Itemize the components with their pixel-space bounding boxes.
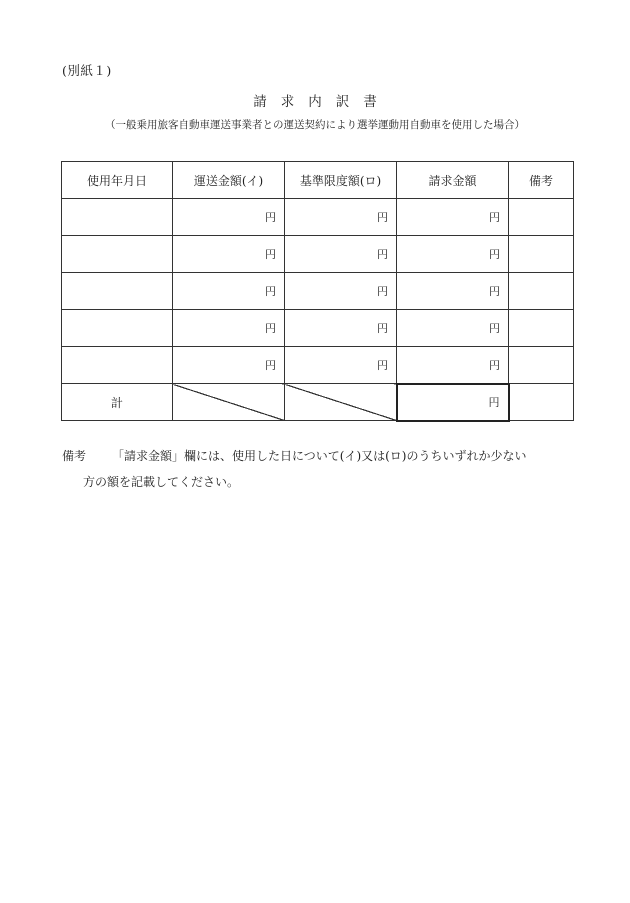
- attachment-label: (別紙１): [62, 63, 112, 78]
- table-row: [62, 199, 574, 236]
- limit-amount-cell[interactable]: 円: [285, 236, 397, 273]
- total-limit-struck-cell: [285, 384, 397, 421]
- table-row: [62, 236, 574, 273]
- table-row: [62, 310, 574, 347]
- remarks-text-1: 「請求金額」欄には、使用した日について(イ)又は(ロ)のうちいずれか少ない: [112, 449, 527, 463]
- transport-amount-cell[interactable]: 円: [173, 310, 285, 347]
- document-title: 請求内訳書: [253, 94, 391, 110]
- remarks-cell[interactable]: [509, 236, 574, 273]
- header-transport-amount: 運送金額(イ): [173, 162, 285, 199]
- usage-date-cell[interactable]: [62, 347, 173, 384]
- claim-amount-cell[interactable]: 円: [397, 199, 509, 236]
- table-row: [62, 273, 574, 310]
- usage-date-cell[interactable]: [62, 273, 173, 310]
- total-label: 計: [62, 384, 173, 421]
- transport-amount-cell[interactable]: 円: [173, 347, 285, 384]
- header-limit-amount: 基準限度額(ロ): [285, 162, 397, 199]
- table-row: [62, 347, 574, 384]
- remarks-line-2: 方の額を記載してください。: [83, 475, 240, 489]
- document-subtitle: （一般乗用旅客自動車運送事業者との運送契約により選挙運動用自動車を使用した場合）: [105, 119, 525, 131]
- claim-amount-cell[interactable]: 円: [397, 273, 509, 310]
- remarks-cell[interactable]: [509, 310, 574, 347]
- total-claim-amount-cell[interactable]: 円: [397, 384, 509, 421]
- claim-amount-cell[interactable]: 円: [397, 310, 509, 347]
- table-header-row: [62, 162, 574, 199]
- claim-amount-cell[interactable]: 円: [397, 236, 509, 273]
- remarks-label: 備考: [62, 449, 87, 463]
- billing-breakdown-table: [61, 161, 574, 422]
- transport-amount-cell[interactable]: 円: [173, 199, 285, 236]
- usage-date-cell[interactable]: [62, 236, 173, 273]
- usage-date-cell[interactable]: [62, 310, 173, 347]
- claim-amount-cell[interactable]: 円: [397, 347, 509, 384]
- limit-amount-cell[interactable]: 円: [285, 310, 397, 347]
- header-remarks: 備考: [509, 162, 574, 199]
- remarks-cell[interactable]: [509, 199, 574, 236]
- header-usage-date: 使用年月日: [62, 162, 173, 199]
- total-transport-struck-cell: [173, 384, 285, 421]
- limit-amount-cell[interactable]: 円: [285, 199, 397, 236]
- transport-amount-cell[interactable]: 円: [173, 273, 285, 310]
- remarks-cell[interactable]: [509, 347, 574, 384]
- usage-date-cell[interactable]: [62, 199, 173, 236]
- header-claim-amount: 請求金額: [397, 162, 509, 199]
- total-remarks-cell[interactable]: [509, 384, 574, 421]
- remarks-cell[interactable]: [509, 273, 574, 310]
- transport-amount-cell[interactable]: 円: [173, 236, 285, 273]
- limit-amount-cell[interactable]: 円: [285, 347, 397, 384]
- remarks-line-1: [62, 443, 582, 469]
- remarks-note: [62, 443, 582, 495]
- limit-amount-cell[interactable]: 円: [285, 273, 397, 310]
- total-row: [62, 384, 574, 421]
